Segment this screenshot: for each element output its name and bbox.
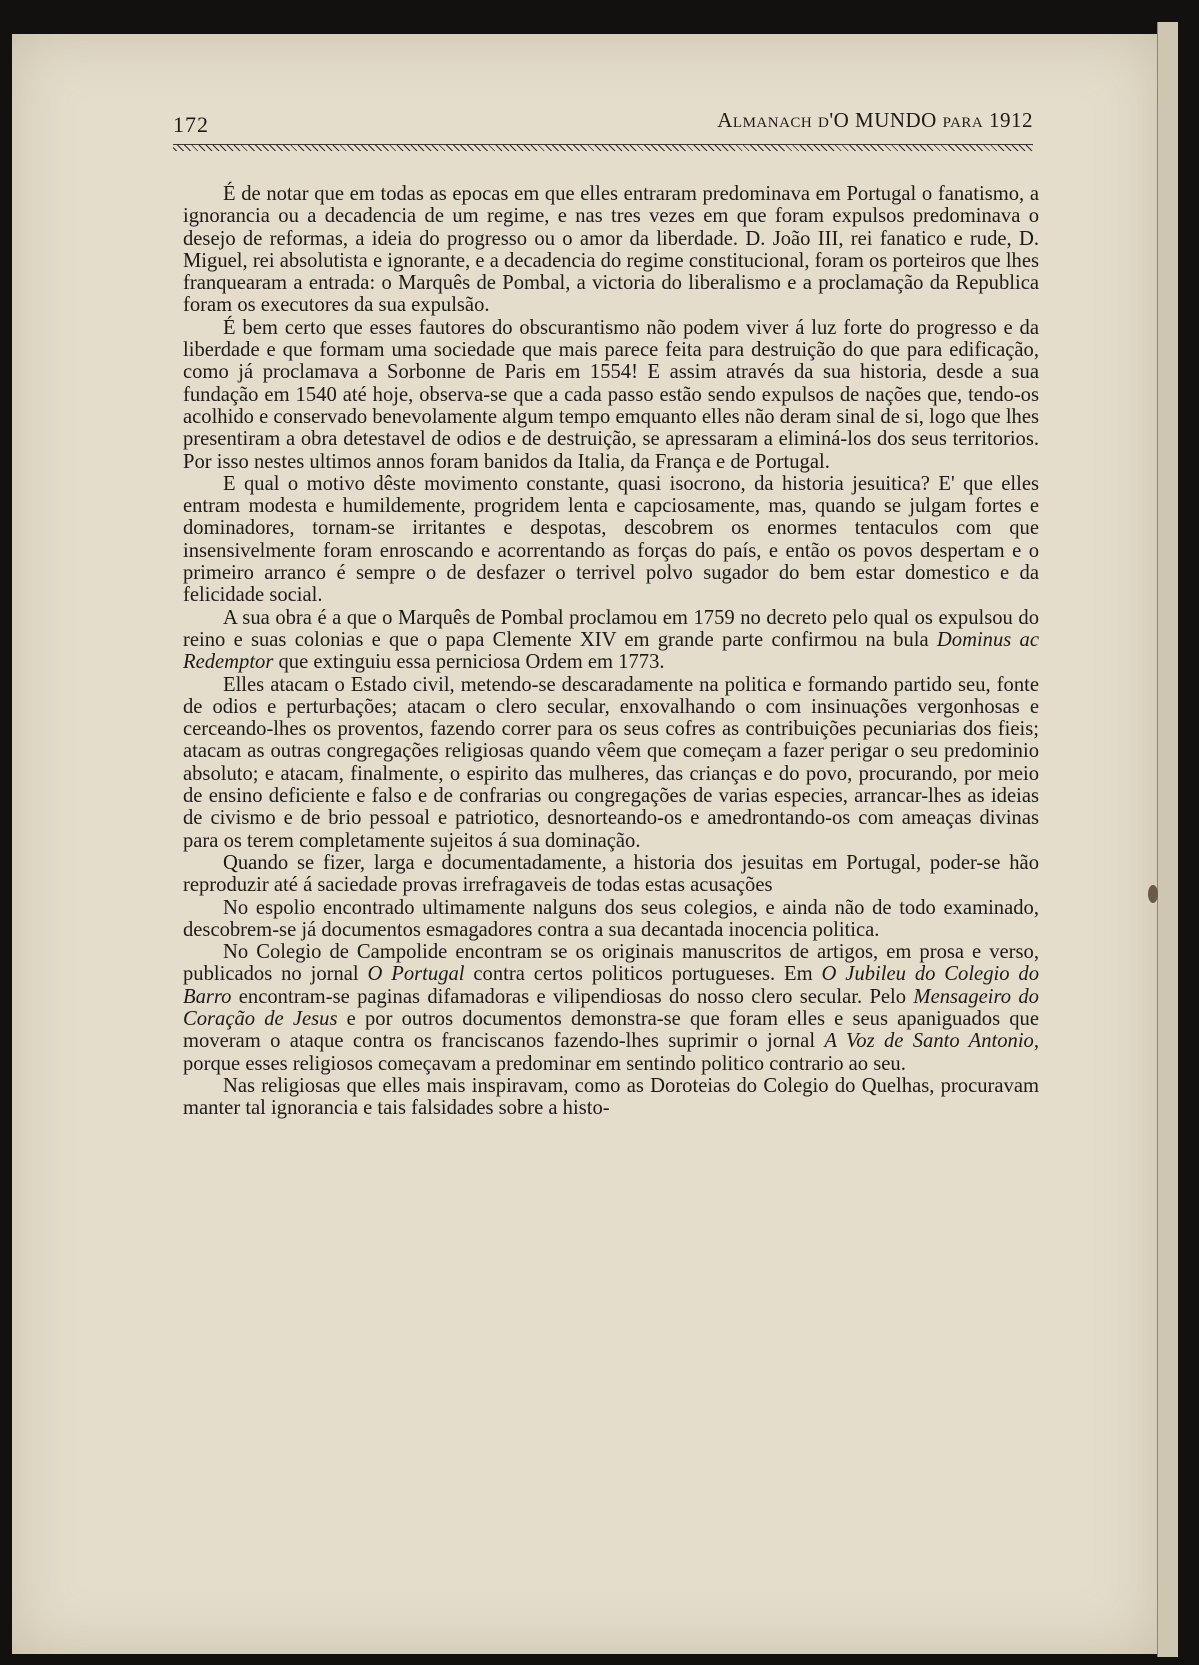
paragraph-text: No Colegio de Campolide encontram se os originais manuscritos de artigos, em prosa e verso, publicados no jornal: [183, 941, 1039, 986]
paragraph-text: Nas religiosas que elles mais inspiravam, como as Doroteias do Colegio do Quelhas, procuravam manter tal ignorancia e tais falsidades sobre a histo-: [183, 1074, 1039, 1120]
paragraph: [183, 1075, 1039, 1120]
italic-title: O Portugal: [367, 963, 465, 986]
page-number: 172: [173, 112, 209, 137]
paragraph-text: A sua obra é a que o Marquês de Pombal proclamou em 1759 no decreto pelo qual os expulsou do reino e suas colonias e que o papa Clemente XIV em grande parte confirmou na bula: [183, 606, 1039, 651]
page-header: [173, 106, 1033, 140]
paragraph-text: No espolio encontrado ultimamente nalguns dos seus colegios, e ainda não de todo examinado, descobrem-se já documentos esmagadores contra a sua decantada inocencia politica.: [183, 896, 1039, 941]
paragraph-text: É de notar que em todas as epocas em que elles entraram predominava em Portugal o fanatismo, a ignorancia ou a decadencia de um regime, e nas tres vezes em que foram expulsos predominava o desejo de reformas, a ideia do progresso ou o amor da liberdade. D. João III, rei fanatico e rude, D. Miguel, rei absolutista e ignorante, e a decadencia do regime constitucional, foram os porteiros que lhes franquearam a entrada: o Marquês de Pombal, a victoria do liberalismo e a proclamação da Republica foram os executores da sua expulsão.: [183, 183, 1039, 317]
paragraph: [183, 607, 1039, 674]
italic-title: A Voz de Santo Antonio: [824, 1030, 1034, 1053]
paragraph-text: encontram-se paginas difamadoras e vilipendiosas do nosso clero secular. Pelo: [231, 985, 914, 1008]
article-body: [183, 183, 1039, 1119]
paragraph-text: É bem certo que esses fautores do obscurantismo não podem viver á luz forte do progresso e da liberdade e que formam uma sociedade que mais parece feita para destruição do que para edificação, como já proclamava a Sorbonne de Paris em 1554! E assim através da sua historia, desde a sua fundação em 1540 até hoje, observa-se que a cada passo estão sendo expulsos de nações que, tendo-os acolhido e conservado benevolamente algum tempo emquanto elles não deram sinal de si, logo que lhes presentiram a obra detestavel de odios e de destruição, se apressaram a eliminá-los dos seus territorios. Por isso nestes ultimos annos foram banidos da Italia, da França e de Portugal.: [183, 316, 1039, 473]
paragraph: [183, 674, 1039, 852]
paragraph-text: e por outros documentos demonstra-se que foram elles e seus apaniguados que moveram o ataque contra os franciscanos fazendo-lhes suprimir o jornal: [183, 1007, 1039, 1053]
page-edge: [1157, 22, 1178, 1657]
paragraph: [183, 897, 1039, 942]
paragraph: [183, 473, 1039, 607]
paragraph: [183, 183, 1039, 317]
paragraph-text: que extinguiu essa perniciosa Ordem em 1773.: [273, 651, 665, 674]
paragraph-text: Quando se fizer, larga e documentadamente, a historia dos jesuitas em Portugal, poder-se hão reproduzir até á saciedade provas irrefragaveis de todas estas acusações: [183, 851, 1039, 897]
running-title: Almanach d'O MUNDO para 1912: [717, 108, 1033, 132]
paragraph-text: contra certos politicos portugueses. Em: [464, 963, 822, 986]
paragraph: [183, 317, 1039, 473]
italic-title: Mensageiro do Coração de Jesus: [183, 985, 1039, 1030]
paragraph: [183, 852, 1039, 897]
paragraph: [183, 941, 1039, 1075]
italic-title: O Jubileu do Colegio do Barro: [183, 963, 1039, 1008]
paper-stain: [1148, 885, 1158, 903]
paragraph-text: E qual o motivo dêste movimento constante, quasi isocrono, da historia jesuitica? E' que elles entram modesta e humildemente, progridem lenta e capciosamente, mas, quando se julgam fortes e dominadores, tornam-se irritantes e despotas, descobrem os enormes tentaculos com que insensivelmente foram enroscando e acorrentando as forças do país, e então os povos despertam e o primeiro arranco é sempre o de desfazer o terrivel polvo sugador do bem estar domestico e da felicidade social.: [183, 472, 1039, 607]
italic-title: Dominus ac Redemptor: [183, 628, 1039, 674]
paragraph-text: Elles atacam o Estado civil, metendo-se descaradamente na politica e formando partido seu, fonte de odios e perturbações; atacam o clero secular, enxovalhando o com insinuações vergonhosas e cerceando-lhes os proventos, fazendo correr para os seus cofres as contribuições pecuniarias dos fieis; atacam as outras congregações religiosas quando vêem que começam a fazer perigar o seu predominio absoluto; e atacam, finalmente, o espirito das mulheres, das crianças e do povo, procurando, por meio de ensino deficiente e falso e de confrarias ou congregações de varias especies, arrancar-lhes as ideias de civismo e de brio pessoal e patriotico, desnorteando-os e amedrontando-os com ameaças divinas para os terem completamente sujeitos á sua dominação.: [183, 673, 1039, 852]
paragraph-text: , porque esses religiosos começavam a predominar em sentindo politico contrario ao seu.: [183, 1030, 1039, 1075]
header-rule: [173, 144, 1033, 151]
